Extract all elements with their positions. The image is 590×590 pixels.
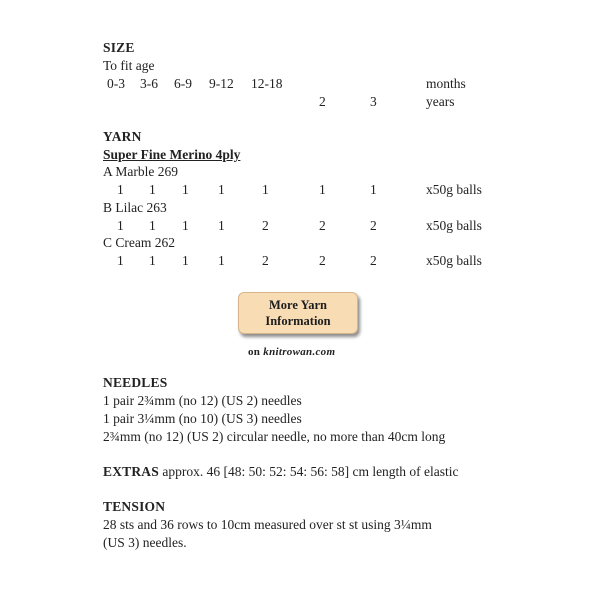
needle-line: 2¾mm (no 12) (US 2) circular needle, no more than 40cm long	[103, 429, 446, 444]
quantity-cell: 2	[262, 218, 269, 233]
button-label-line2: Information	[265, 314, 331, 328]
quantity-cell: 2	[319, 218, 326, 233]
more-yarn-information-button[interactable]	[238, 292, 358, 334]
quantity-cell: 1	[218, 218, 225, 233]
extras-line	[103, 463, 459, 480]
quantity-cell: 1	[182, 218, 189, 233]
needle-line: 1 pair 3¼mm (no 10) (US 3) needles	[103, 411, 302, 426]
yarn-name: Super Fine Merino 4ply	[103, 147, 241, 162]
tension-line: 28 sts and 36 rows to 10cm measured over st st using 3¼mm	[103, 517, 432, 532]
quantity-cell: 1	[319, 182, 326, 197]
quantity-cell: 2	[319, 253, 326, 268]
colour-label: B Lilac 263	[103, 200, 167, 215]
quantity-cell: 1	[262, 182, 269, 197]
quantity-unit: x50g balls	[426, 253, 482, 268]
quantity-cell: 1	[182, 253, 189, 268]
age-cell: 3	[370, 94, 377, 109]
website-line	[248, 344, 335, 361]
age-cell: 9-12	[209, 76, 234, 91]
quantity-cell: 1	[218, 182, 225, 197]
website-link[interactable]: knitrowan.com	[263, 346, 336, 358]
quantity-cell: 1	[149, 253, 156, 268]
quantity-cell: 1	[117, 182, 124, 197]
tension-heading: TENSION	[103, 499, 166, 514]
quantity-cell: 2	[370, 253, 377, 268]
quantity-cell: 1	[218, 253, 225, 268]
yarn-heading: YARN	[103, 129, 142, 144]
quantity-cell: 1	[117, 218, 124, 233]
to-fit-age-label: To fit age	[103, 58, 155, 73]
quantity-unit: x50g balls	[426, 182, 482, 197]
months-unit: months	[426, 76, 466, 91]
extras-heading: EXTRAS	[103, 464, 159, 479]
quantity-unit: x50g balls	[426, 218, 482, 233]
quantity-cell: 1	[149, 218, 156, 233]
needles-heading: NEEDLES	[103, 375, 168, 390]
age-cell: 2	[319, 94, 326, 109]
age-cell: 3-6	[140, 76, 158, 91]
quantity-cell: 1	[149, 182, 156, 197]
quantity-cell: 2	[370, 218, 377, 233]
quantity-cell: 1	[182, 182, 189, 197]
quantity-cell: 1	[370, 182, 377, 197]
quantity-cell: 2	[262, 253, 269, 268]
extras-text: approx. 46 [48: 50: 52: 54: 56: 58] cm length of elastic	[162, 464, 459, 479]
button-label-line1: More Yarn	[269, 298, 327, 312]
colour-label: A Marble 269	[103, 164, 178, 179]
tension-line: (US 3) needles.	[103, 535, 187, 550]
years-unit: years	[426, 94, 455, 109]
on-label: on	[248, 346, 261, 358]
age-cell: 0-3	[107, 76, 125, 91]
quantity-cell: 1	[117, 253, 124, 268]
size-heading: SIZE	[103, 40, 135, 55]
age-cell: 12-18	[251, 76, 283, 91]
needle-line: 1 pair 2¾mm (no 12) (US 2) needles	[103, 393, 302, 408]
colour-label: C Cream 262	[103, 235, 175, 250]
age-cell: 6-9	[174, 76, 192, 91]
